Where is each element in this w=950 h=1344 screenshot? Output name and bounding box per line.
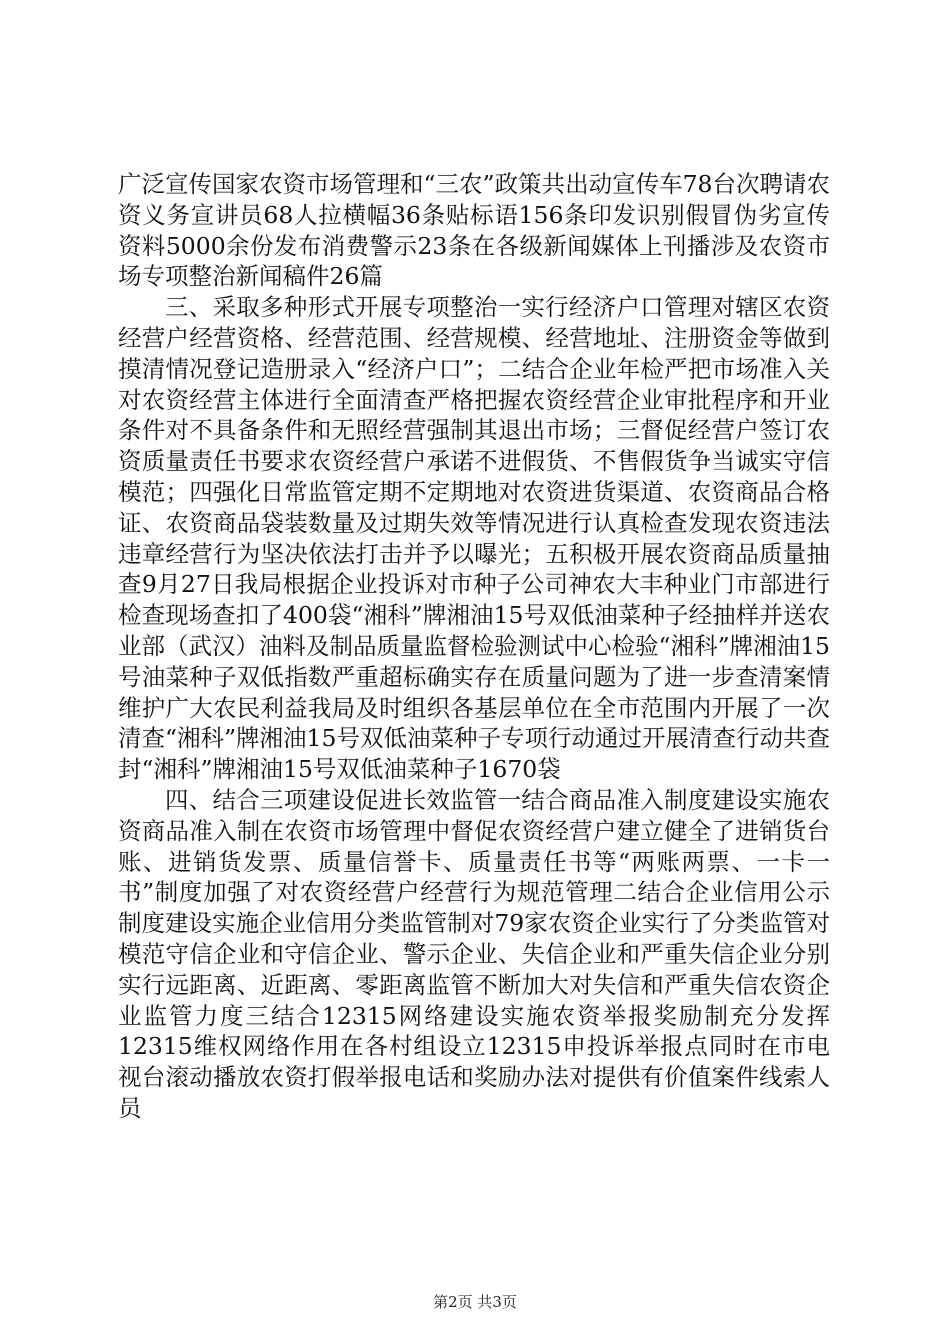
paragraph-2: 三、采取多种形式开展专项整治一实行经济户口管理对辖区农资经营户经营资格、经营范围、经营规模、经营地址、注册资金等做到摸清情况登记造册录入“经济户口”；二结合企业年检严把市场准入关对农资经营主体进行全面清查严格把握农资经营企业审批程序和开业条件对不具备条件和无照经营强制其退出市场；三督促经营户签订农资质量责任书要求农资经营户承诺不进假货、不售假货争当诚实守信模范；四强化日常监管定期不定期地对农资进货渠道、农资商品合格证、农资商品袋装数量及过期失效等情况进行认真检查发现农资违法违章经营行为坚决依法打击并予以曝光；五积极开展农资商品质量抽查9月27日我局根据企业投诉对市种子公司神农大丰种业门市部进行检查现场查扣了400袋“湘科”牌湘油15号双低油菜种子经抽样并送农业部（武汉）油料及制品质量监督检验测试中心检验“湘科”牌湘油15号油菜种子双低指数严重超标确实存在质量问题为了进一步查清案情维护广大农民利益我局及时组织各基层单位在全市范围内开展了一次清查“湘科”牌湘油15号双低油菜种子专项行动通过开展清查行动共查封“湘科”牌湘油15号双低油菜种子1670袋 [118,293,830,784]
paragraph-1: 广泛宣传国家农资市场管理和“三农”政策共出动宣传车78台次聘请农资义务宣讲员68人拉横幅36条贴标语156条印发识别假冒伪劣宣传资料5000余份发布消费警示23条在各级新闻媒体上刊播涉及农资市场专项整治新闻稿件26篇 [118,170,830,291]
page-number-footer: 第2页 共3页 [433,1293,517,1311]
paragraph-3: 四、结合三项建设促进长效监管一结合商品准入制度建设实施农资商品准入制在农资市场管理中督促农资经营户建立健全了进销货台账、进销货发票、质量信誉卡、质量责任书等“两账两票、一卡一书”制度加强了对农资经营户经营行为规范管理二结合企业信用公示制度建设实施企业信用分类监管制对79家农资企业实行了分类监管对模范守信企业和守信企业、警示企业、失信企业和严重失信企业分别实行远距离、近距离、零距离监管不断加大对失信和严重失信农资企业监管力度三结合12315网络建设实施农资举报奖励制充分发挥12315维权网络作用在各村组设立12315申投诉举报点同时在市电视台滚动播放农资打假举报电话和奖励办法对提供有价值案件线索人员 [118,785,830,1122]
document-body [118,169,830,1124]
